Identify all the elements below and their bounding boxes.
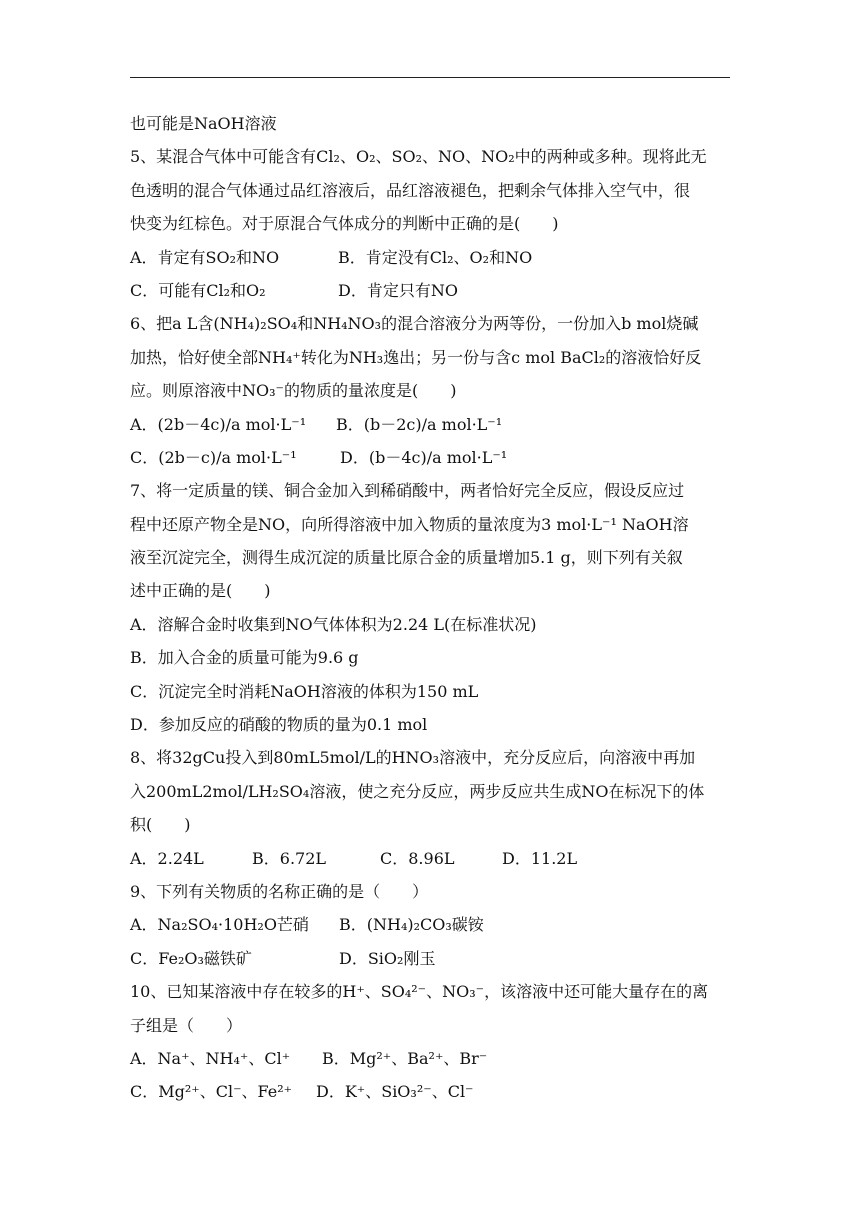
option-d: D．参加反应的硝酸的物质的量为0.1 mol <box>130 715 428 735</box>
option-d: D．(b－4c)/a mol·L⁻¹ <box>340 447 508 467</box>
question-8-stem: 入200mL2mol/LH₂SO₄溶液，使之充分反应，两步反应共生成NO在标况下的体 <box>130 781 705 801</box>
option-a: A．2.24L <box>130 848 204 868</box>
option-b: B．肯定没有Cl₂、O₂和NO <box>338 247 533 267</box>
question-7-stem: 液至沉淀完全，测得生成沉淀的质量比原合金的质量增加5.1 g，则下列有关叙 <box>130 548 683 568</box>
question-5-stem: 色透明的混合气体通过品红溶液后，品红溶液褪色，把剩余气体排入空气中，很 <box>130 180 691 200</box>
option-d: D．肯定只有NO <box>338 280 458 300</box>
option-c: C．8.96L <box>380 848 455 868</box>
option-c: C．Fe₂O₃磁铁矿 <box>130 948 252 968</box>
option-b: B．加入合金的质量可能为9.6 g <box>130 648 359 668</box>
question-6-stem: 应。则原溶液中NO₃⁻的物质的量浓度是( ) <box>130 381 457 401</box>
question-7-stem: 述中正确的是( ) <box>130 581 271 601</box>
question-8-stem: 8、将32gCu投入到80mL5mol/L的HNO₃溶液中，充分反应后，向溶液中再加 <box>130 748 696 768</box>
option-c: C．(2b－c)/a mol·L⁻¹ <box>130 447 297 467</box>
option-a: A．肯定有SO₂和NO <box>130 247 280 267</box>
question-6-stem: 加热，恰好使全部NH₄⁺转化为NH₃逸出；另一份与含c mol BaCl₂的溶液恰好反 <box>130 347 702 367</box>
question-8-stem: 积( ) <box>130 815 191 835</box>
option-d: D．K⁺、SiO₃²⁻、Cl⁻ <box>316 1082 474 1102</box>
option-d: D．SiO₂刚玉 <box>339 948 436 968</box>
question-6-options <box>130 441 734 474</box>
question-7-stem: 程中还原产物全是NO，向所得溶液中加入物质的量浓度为3 mol·L⁻¹ NaOH溶 <box>130 514 689 534</box>
document-body <box>130 107 734 1109</box>
question-6-stem: 6、把a L含(NH₄)₂SO₄和NH₄NO₃的混合溶液分为两等份，一份加入b mol烧碱 <box>130 314 699 334</box>
question-6-options <box>130 408 734 441</box>
option-a: A．Na₂SO₄·10H₂O芒硝 <box>130 915 309 935</box>
question-5-options <box>130 274 734 307</box>
question-10-options <box>130 1042 734 1075</box>
option-d: D．11.2L <box>502 848 578 868</box>
text-line: 也可能是NaOH溶液 <box>130 114 277 133</box>
question-10-options <box>130 1075 734 1108</box>
header-rule <box>130 77 730 78</box>
option-a: A．(2b－4c)/a mol·L⁻¹ <box>130 414 307 434</box>
option-c: C．沉淀完全时消耗NaOH溶液的体积为150 mL <box>130 681 479 701</box>
option-b: B．(NH₄)₂CO₃碳铵 <box>339 915 484 935</box>
question-9-options <box>130 908 734 941</box>
question-10-stem: 子组是（ ） <box>130 1015 243 1035</box>
question-9-stem: 9、下列有关物质的名称正确的是（ ） <box>130 881 429 901</box>
option-b: B．6.72L <box>252 848 327 868</box>
question-5-stem: 5、某混合气体中可能含有Cl₂、O₂、SO₂、NO、NO₂中的两种或多种。现将此无 <box>130 147 707 167</box>
question-10-stem: 10、已知某溶液中存在较多的H⁺、SO₄²⁻、NO₃⁻，该溶液中还可能大量存在的离 <box>130 982 709 1002</box>
question-5-stem: 快变为红棕色。对于原混合气体成分的判断中正确的是( ) <box>130 214 559 234</box>
question-8-options <box>130 842 734 875</box>
question-7-stem: 7、将一定质量的镁、铜合金加入到稀硝酸中，两者恰好完全反应，假设反应过 <box>130 481 685 501</box>
option-c: C．Mg²⁺、Cl⁻、Fe²⁺ <box>130 1082 293 1102</box>
option-a: A．溶解合金时收集到NO气体体积为2.24 L(在标准状况) <box>130 614 537 634</box>
option-b: B．(b－2c)/a mol·L⁻¹ <box>336 414 503 434</box>
option-c: C．可能有Cl₂和O₂ <box>130 280 266 300</box>
option-b: B．Mg²⁺、Ba²⁺、Br⁻ <box>322 1048 488 1068</box>
question-5-options <box>130 241 734 274</box>
option-a: A．Na⁺、NH₄⁺、Cl⁺ <box>130 1048 291 1068</box>
question-9-options <box>130 942 734 975</box>
